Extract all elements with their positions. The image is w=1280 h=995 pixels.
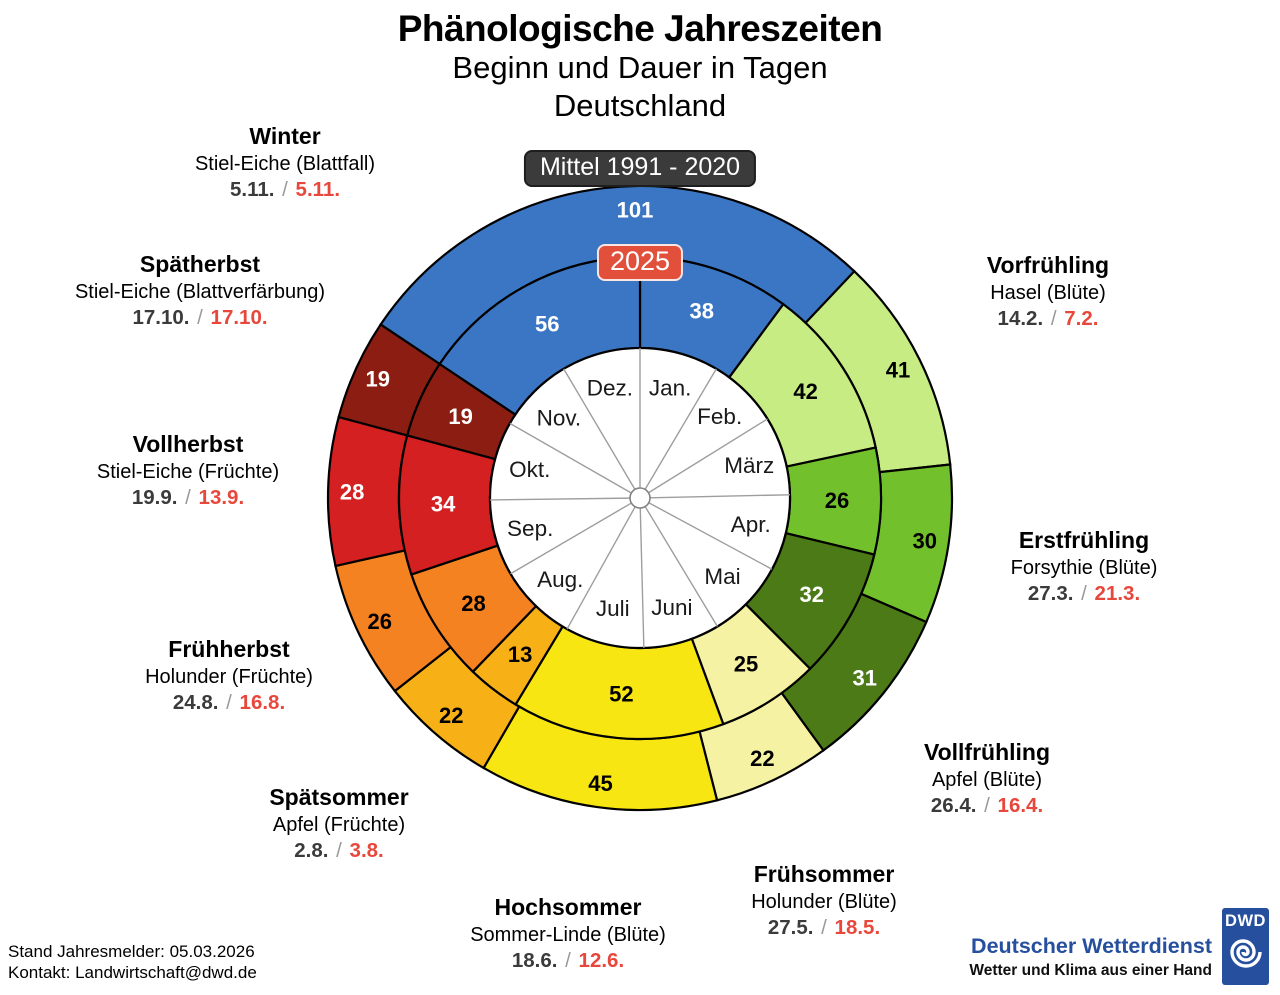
season-name: Frühherbst xyxy=(168,636,290,662)
value-outer-Hochsommer: 45 xyxy=(588,770,613,796)
season-dates: 5.11. / 5.11. xyxy=(229,177,341,201)
season-label-fruehsommer xyxy=(751,861,897,941)
season-name: Hochsommer xyxy=(494,894,642,920)
month-label-Dez: Dez. xyxy=(586,375,634,401)
value-outer-Vorfrühling: 41 xyxy=(885,357,911,383)
month-label-Okt: Okt. xyxy=(509,456,551,482)
value-inner-Winter (Jahresbeginn): 38 xyxy=(689,298,714,324)
outer-ring-badge: Mittel 1991 - 2020 xyxy=(524,150,756,187)
value-outer-Winter: 101 xyxy=(616,197,654,223)
season-label-winter xyxy=(195,123,375,203)
season-dates: 2.8. / 3.8. xyxy=(294,838,384,862)
season-name: Vorfrühling xyxy=(986,252,1110,278)
value-outer-Spätherbst: 19 xyxy=(365,366,390,392)
month-label-Nov: Nov. xyxy=(536,405,582,431)
value-inner-Vorfrühling: 42 xyxy=(793,378,818,404)
month-label-Apr: Apr. xyxy=(730,512,771,538)
season-label-fruehherbst xyxy=(145,636,313,716)
value-inner-Frühherbst: 28 xyxy=(461,590,486,616)
season-plant: Apfel (Früchte) xyxy=(272,813,406,836)
season-dates: 26.4. / 16.4. xyxy=(930,793,1044,817)
value-outer-Spätsommer: 22 xyxy=(439,703,464,729)
season-label-vollherbst xyxy=(97,431,279,511)
value-inner-Hochsommer: 52 xyxy=(609,681,634,707)
season-dates: 14.2. / 7.2. xyxy=(997,306,1099,330)
month-label-Aug: Aug. xyxy=(537,567,584,592)
season-name: Spätherbst xyxy=(139,251,261,277)
season-plant: Forsythie (Blüte) xyxy=(1010,556,1158,579)
month-label-Mai: Mai xyxy=(704,564,741,590)
season-label-vorfruehling xyxy=(987,252,1109,332)
page-subtitle: Beginn und Dauer in Tagen xyxy=(452,50,828,86)
month-label-Jan: Jan. xyxy=(648,375,692,401)
month-label-März: März xyxy=(724,453,775,479)
dwd-branding xyxy=(969,935,1212,979)
value-inner-Spätherbst: 19 xyxy=(448,404,473,430)
month-label-Sep: Sep. xyxy=(507,516,554,541)
value-inner-Vollfrühling: 32 xyxy=(799,582,824,607)
dwd-logo-text: DWD xyxy=(1225,912,1266,930)
value-inner-Erstfrühling: 26 xyxy=(824,488,850,513)
season-dates: 27.5. / 18.5. xyxy=(767,915,881,939)
footer xyxy=(8,941,257,984)
season-label-spaetherbst xyxy=(75,251,325,331)
page-title: Phänologische Jahreszeiten xyxy=(397,8,883,49)
season-label-hochsommer xyxy=(470,894,666,974)
value-inner-Spätsommer: 13 xyxy=(507,641,533,667)
value-outer-Vollfrühling: 31 xyxy=(852,665,877,691)
season-label-vollfruehling xyxy=(924,739,1050,819)
value-inner-Vollherbst: 34 xyxy=(430,491,456,517)
value-inner-Winter (Jahresende): 56 xyxy=(534,311,560,337)
season-name: Spätsommer xyxy=(269,784,409,810)
dwd-name: Deutscher Wetterdienst xyxy=(971,934,1212,958)
month-label-Juni: Juni xyxy=(651,594,693,620)
footer-stand: Stand Jahresmelder: 05.03.2026 xyxy=(8,942,255,961)
season-dates: 24.8. / 16.8. xyxy=(172,690,286,714)
season-name: Frühsommer xyxy=(753,861,895,887)
season-name: Erstfrühling xyxy=(1018,527,1150,553)
season-plant: Holunder (Früchte) xyxy=(145,665,313,688)
value-outer-Vollherbst: 28 xyxy=(339,479,365,505)
season-name: Winter xyxy=(249,123,321,149)
season-dates: 17.10. / 17.10. xyxy=(132,305,268,329)
season-plant: Stiel-Eiche (Blattfall) xyxy=(194,152,376,175)
value-outer-Frühherbst: 26 xyxy=(367,609,393,634)
season-name: Vollfrühling xyxy=(923,739,1051,765)
season-name: Vollherbst xyxy=(132,431,244,457)
value-inner-Frühsommer: 25 xyxy=(733,651,759,677)
season-dates: 18.6. / 12.6. xyxy=(511,948,625,972)
season-plant: Stiel-Eiche (Blattverfärbung) xyxy=(74,280,326,303)
season-plant: Stiel-Eiche (Früchte) xyxy=(96,460,280,483)
season-plant: Apfel (Blüte) xyxy=(931,768,1043,791)
season-label-erstfruehling xyxy=(1011,527,1158,607)
dwd-tagline: Wetter und Klima aus einer Hand xyxy=(969,961,1212,979)
season-label-spaetsommer xyxy=(269,784,408,864)
dwd-logo xyxy=(1222,908,1269,985)
value-outer-Frühsommer: 22 xyxy=(750,746,775,772)
hub-circle xyxy=(630,488,650,508)
season-dates: 27.3. / 21.3. xyxy=(1027,581,1141,605)
month-label-Juli: Juli xyxy=(595,596,630,622)
season-plant: Hasel (Blüte) xyxy=(990,281,1106,304)
inner-ring-badge: 2025 xyxy=(597,244,683,281)
value-outer-Erstfrühling: 30 xyxy=(912,528,937,554)
footer-kontakt: Kontakt: Landwirtschaft@dwd.de xyxy=(8,963,257,983)
season-dates: 19.9. / 13.9. xyxy=(131,485,245,509)
dwd-spiral-icon xyxy=(1228,931,1264,973)
month-label-Feb: Feb. xyxy=(697,404,743,429)
season-plant: Holunder (Blüte) xyxy=(751,890,897,913)
season-plant: Sommer-Linde (Blüte) xyxy=(470,923,666,946)
page-region: Deutschland xyxy=(553,88,727,124)
